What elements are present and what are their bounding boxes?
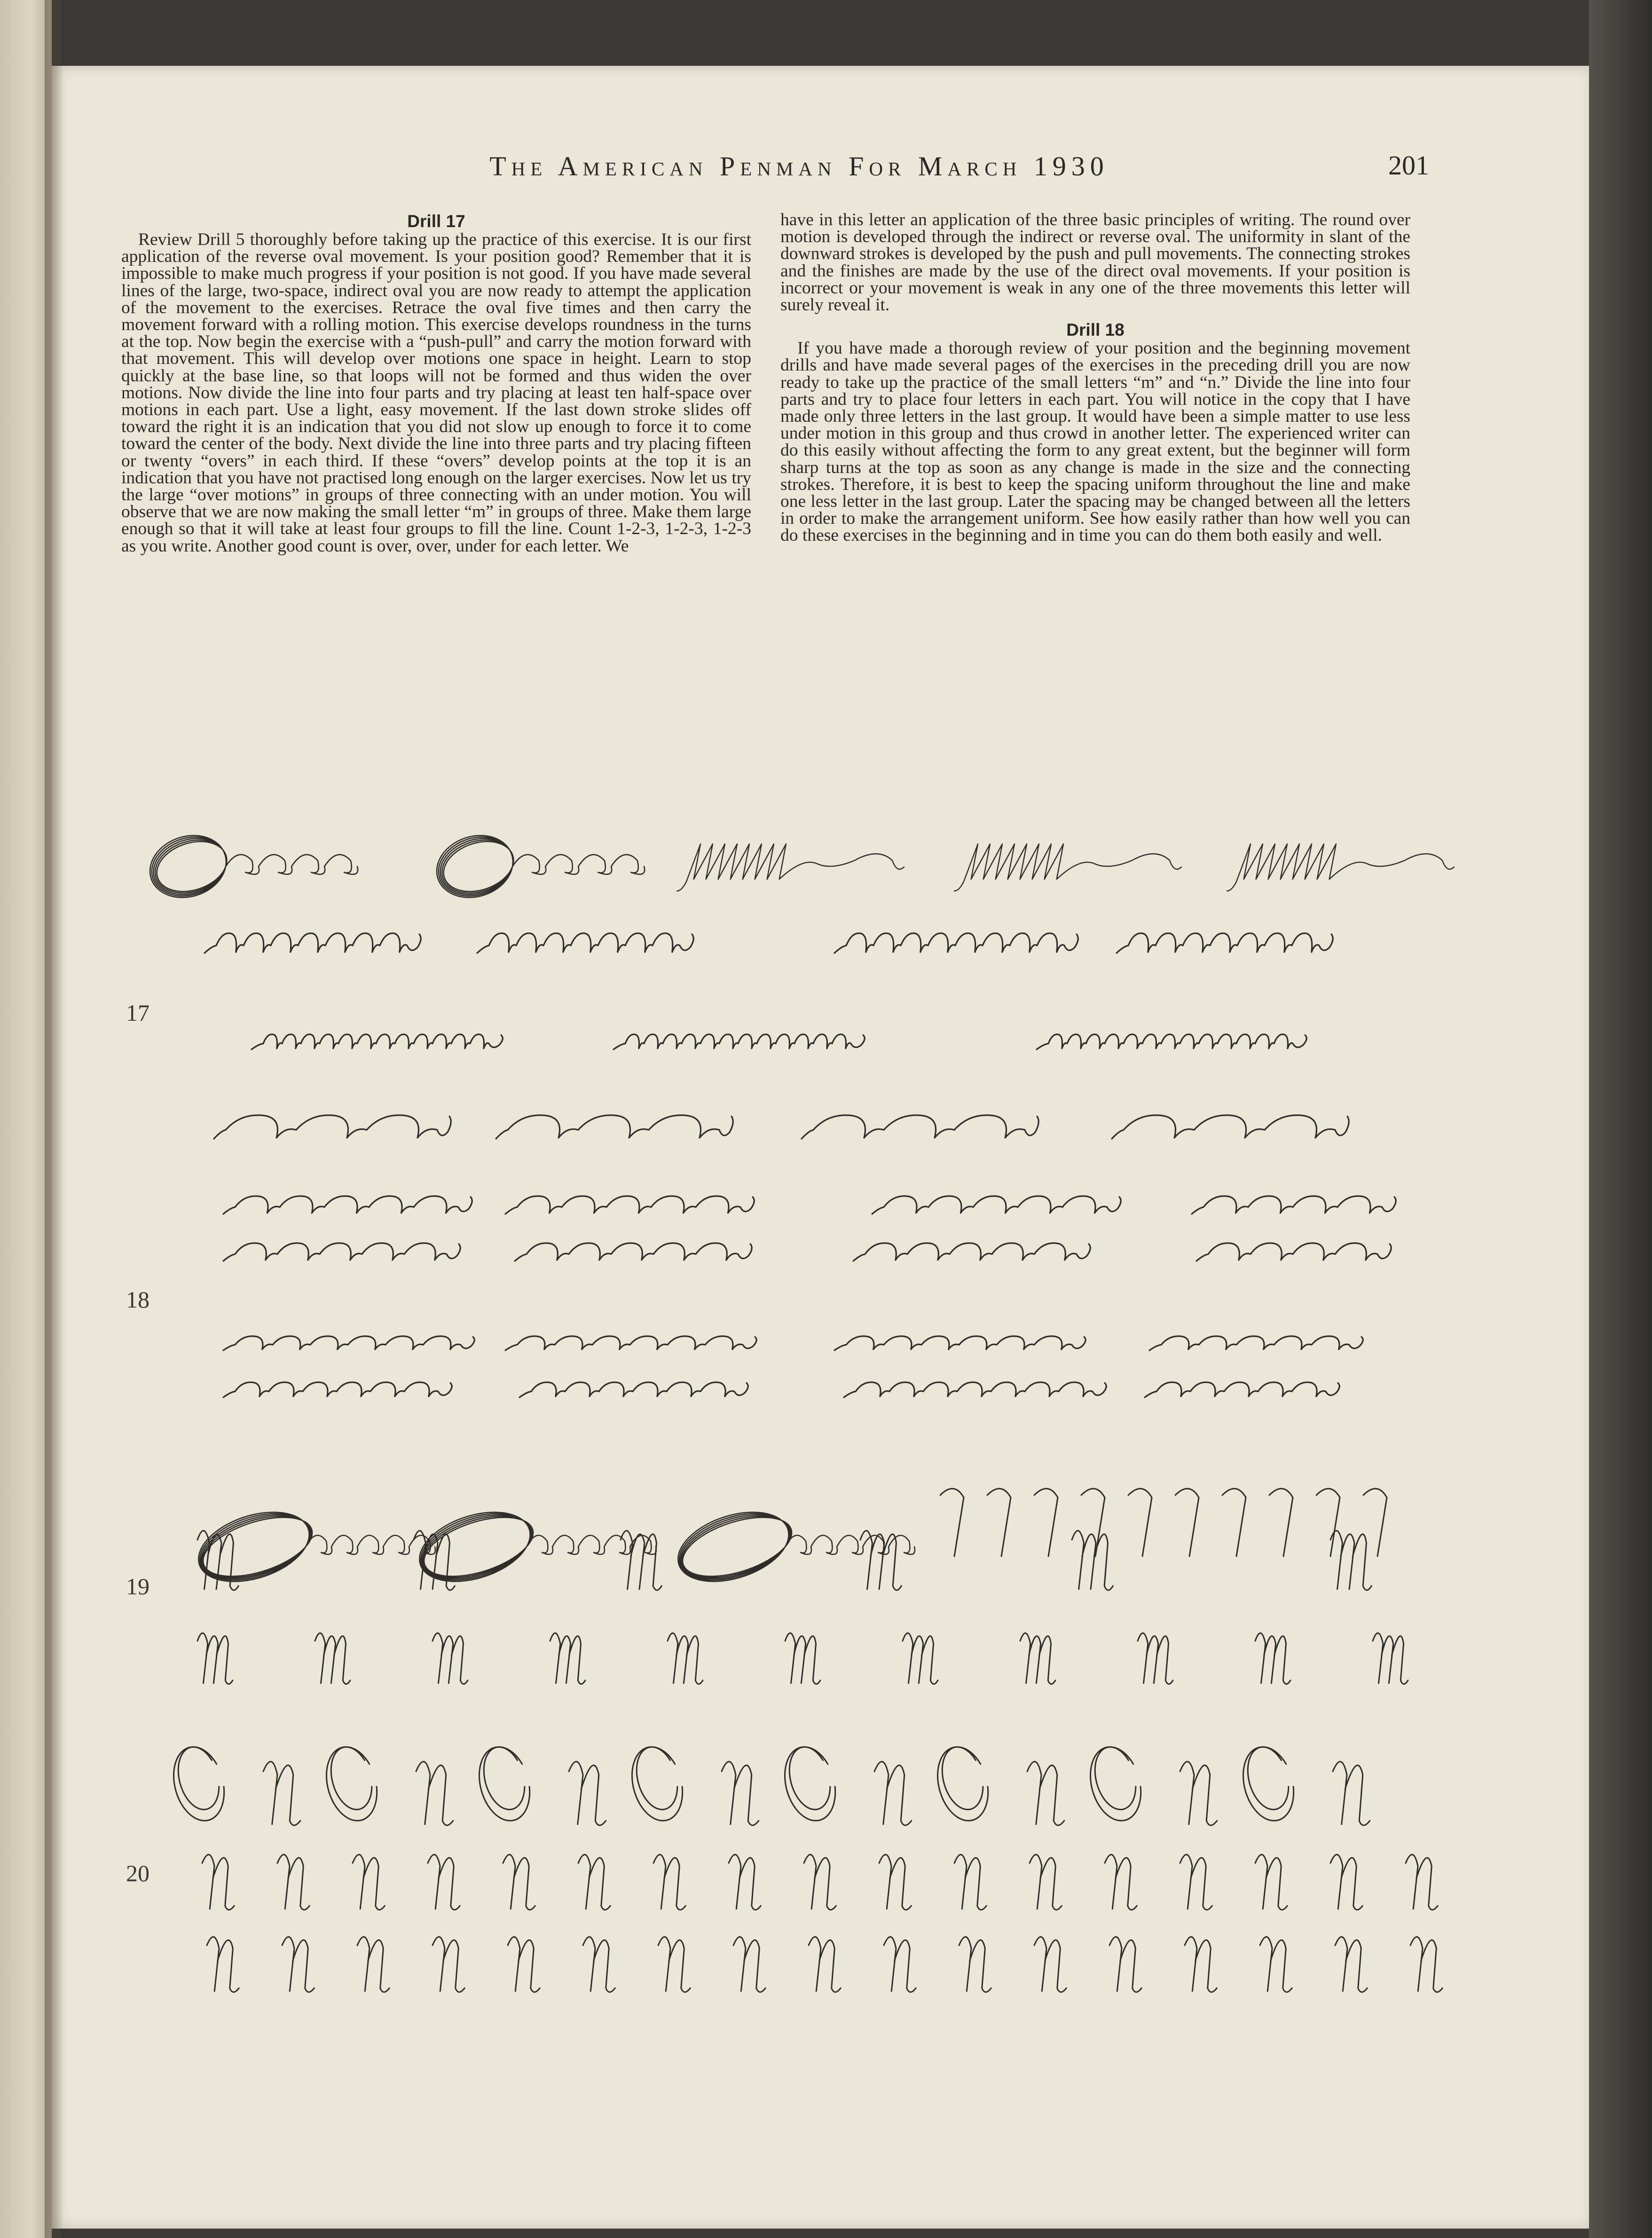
capital-n-row14-16 <box>1410 1937 1442 1992</box>
m-group-row6-0 <box>223 1243 460 1261</box>
capital-n-row13-6 <box>653 1855 685 1910</box>
over-motion-row2-0 <box>205 933 421 953</box>
n-group-row7-0 <box>223 1336 474 1350</box>
capital-n-row14-9 <box>884 1937 916 1992</box>
oval-exercise-1 <box>150 835 358 898</box>
oval-exercise-2 <box>437 835 645 898</box>
drill-number-20: 20 <box>126 1860 149 1886</box>
capital-m-row11-10 <box>1373 1633 1408 1684</box>
capital-n-row14-2 <box>357 1937 389 1992</box>
hook-stroke-5 <box>1175 1489 1199 1556</box>
capital-o-2 <box>479 1747 529 1821</box>
drill-number-19: 19 <box>126 1573 149 1600</box>
page-number: 201 <box>1388 150 1429 181</box>
capital-n-row14-8 <box>809 1937 841 1992</box>
capital-n-row13-9 <box>879 1855 911 1910</box>
capital-n-row14-15 <box>1335 1937 1367 1992</box>
over-motion-row3-2 <box>1037 1034 1306 1049</box>
running-head: The American Penman For March 1930 <box>489 151 1109 181</box>
capital-n-row13-3 <box>428 1855 460 1910</box>
m-group-row5-3 <box>1192 1196 1396 1214</box>
m-group-row4-1 <box>496 1115 733 1139</box>
capital-m-row11-8 <box>1138 1633 1173 1684</box>
over-motion-row2-3 <box>1117 933 1333 953</box>
capital-n-row14-13 <box>1185 1937 1217 1992</box>
capital-m-row11-4 <box>668 1633 703 1684</box>
n-group-row7-2 <box>834 1336 1086 1350</box>
capital-o-1 <box>326 1747 377 1821</box>
capital-n-row14-14 <box>1260 1937 1292 1992</box>
hook-stroke-6 <box>1222 1489 1246 1556</box>
m-group-row6-1 <box>515 1243 752 1261</box>
capital-n-row14-12 <box>1109 1937 1141 1992</box>
m-group-row4-3 <box>1112 1115 1349 1139</box>
capital-n-row14-1 <box>282 1937 314 1992</box>
drill-17-heading: Drill 17 <box>407 212 465 231</box>
capital-n-row14-6 <box>658 1937 690 1992</box>
capital-m-row11-1 <box>315 1633 350 1684</box>
drill-number-17: 17 <box>126 1000 149 1026</box>
capital-o-3 <box>632 1747 682 1821</box>
hook-stroke-4 <box>1128 1489 1152 1556</box>
capital-n-row12-5 <box>1027 1762 1064 1826</box>
capital-m-row11-9 <box>1255 1633 1290 1684</box>
push-pull-exercise-2 <box>954 844 1181 891</box>
drill-17-continuation: have in this letter an application of the three basic principles of writing. The round over motion is developed through the indirect or reverse oval. The uniformity in slant of the downward strokes is developed by the push and pull movements. The connecting strokes and the finishes are made by the use of the direct oval movements. If your position is incorrect or your movement is weak in any one of the three movements this letter will surely reveal it. <box>780 210 1410 315</box>
capital-n-row12-1 <box>416 1762 453 1826</box>
capital-n-row12-6 <box>1180 1762 1217 1826</box>
capital-m-row10-3 <box>860 1531 901 1590</box>
capital-n-row12-3 <box>722 1762 759 1826</box>
capital-m-row10-5 <box>1330 1531 1371 1590</box>
drill-18-heading: Drill 18 <box>1066 320 1125 340</box>
m-group-row5-2 <box>872 1196 1121 1214</box>
compound-oval-3 <box>678 1512 915 1581</box>
capital-n-row12-2 <box>569 1762 606 1826</box>
over-motion-row3-1 <box>614 1034 865 1049</box>
m-group-row4-0 <box>214 1115 451 1139</box>
n-group-row8-1 <box>519 1382 748 1397</box>
hook-stroke-8 <box>1316 1489 1340 1556</box>
capital-n-row13-15 <box>1330 1855 1362 1910</box>
push-pull-exercise-3 <box>1227 844 1454 891</box>
capital-n-row12-7 <box>1333 1762 1370 1826</box>
compound-oval-1 <box>198 1512 435 1581</box>
m-group-row5-1 <box>505 1196 754 1214</box>
capital-n-row13-11 <box>1030 1855 1062 1910</box>
capital-n-row14-4 <box>508 1937 540 1992</box>
over-motion-row3-0 <box>252 1034 503 1049</box>
capital-n-row13-1 <box>277 1855 309 1910</box>
hook-stroke-2 <box>1034 1489 1058 1556</box>
capital-n-row13-4 <box>503 1855 535 1910</box>
capital-m-row10-2 <box>621 1531 661 1590</box>
capital-o-0 <box>173 1747 224 1821</box>
n-group-row7-1 <box>505 1336 756 1350</box>
capital-n-row14-7 <box>733 1937 765 1992</box>
n-group-row8-0 <box>223 1382 452 1397</box>
capital-n-row13-0 <box>202 1855 234 1910</box>
capital-m-row10-4 <box>1072 1531 1113 1590</box>
capital-n-row14-3 <box>433 1937 464 1992</box>
capital-o-6 <box>1090 1747 1141 1821</box>
capital-n-row12-0 <box>263 1762 300 1826</box>
capital-m-row11-7 <box>1020 1633 1055 1684</box>
drill-number-18: 18 <box>126 1286 149 1313</box>
capital-m-row11-0 <box>197 1633 233 1684</box>
hook-stroke-1 <box>987 1489 1011 1556</box>
capital-n-row13-13 <box>1180 1855 1212 1910</box>
capital-n-row13-14 <box>1255 1855 1287 1910</box>
n-group-row8-3 <box>1145 1382 1339 1397</box>
capital-n-row13-5 <box>578 1855 610 1910</box>
n-group-row8-2 <box>844 1382 1106 1397</box>
hook-stroke-0 <box>940 1489 964 1556</box>
capital-o-4 <box>785 1747 835 1821</box>
over-motion-row2-1 <box>477 933 693 953</box>
capital-n-row12-4 <box>874 1762 912 1826</box>
over-motion-row2-2 <box>834 933 1078 953</box>
capital-n-row13-10 <box>954 1855 986 1910</box>
push-pull-exercise-1 <box>677 844 904 891</box>
capital-n-row13-16 <box>1406 1855 1438 1910</box>
capital-m-row11-6 <box>903 1633 938 1684</box>
capital-n-row14-11 <box>1034 1937 1066 1992</box>
capital-m-row11-2 <box>433 1633 468 1684</box>
m-group-row6-3 <box>1196 1243 1391 1261</box>
m-group-row5-0 <box>223 1196 472 1214</box>
capital-n-row13-8 <box>804 1855 836 1910</box>
capital-n-row13-7 <box>729 1855 761 1910</box>
capital-n-row14-5 <box>583 1937 615 1992</box>
capital-m-row11-5 <box>785 1633 820 1684</box>
m-group-row4-2 <box>802 1115 1038 1139</box>
m-group-row6-2 <box>853 1243 1090 1261</box>
drill-18-text: If you have made a thorough review of your position and the beginning movement drills and have made several pages of the exercises in the preceding drill you are now ready to take up the practice of the small letters “m” and “n.” Divide the line into four parts and try to place four letters in each part. You will notice in the copy that I have made only three letters in the last group. It would have been a simple matter to use less under motion in this group and thus crowd in another letter. The experienced writer can do this easily without affecting the form to any great extent, but the beginner will form sharp turns at the top as soon as any change is made in the size and the connecting strokes. Therefore, it is best to keep the spacing uniform throughout the line and make one less letter in the last group. Later the spacing may be changed between all the letters in order to make the arrangement uniform. See how easily rather than how well you can do these exercises in the beginning and in time you can do them both easily and well. <box>780 339 1410 545</box>
capital-n-row13-2 <box>353 1855 385 1910</box>
hook-stroke-7 <box>1269 1489 1293 1556</box>
compound-oval-2 <box>419 1512 656 1581</box>
capital-o-7 <box>1243 1747 1293 1821</box>
drill-17-text: Review Drill 5 thoroughly before taking up the practice of this exercise. It is our first application of the reverse oval movement. Is your position good? Remember that it is impossible to make much progress if your position is not good. If you have made several lines of the large, two-space, indirect oval you are now ready to attempt the application of the movement to the exercises. Retrace the oval five times and then carry the movement forward with a rolling motion. This exercise develops roundness in the turns at the top. Now begin the exercise with a “push-pull” and carry the motion forward with that movement. This will develop over motions one space in height. Learn to stop quickly at the base line, so that loops will not be formed and thus widen the over motions. Now divide the line into four parts and try placing at least ten half-space over motions in each part. Use a light, easy movement. If the last down stroke slides off toward the right it is an indication that you did not slow up enough to force it to come toward the center of the body. Next divide the line into three parts and try placing fifteen or twenty “overs” in each third. If these “overs” develop points at the top it is an indication that you have not practised long enough on the larger exercises. Now let us try the large “over motions” in groups of three connecting with an under motion. You will observe that we are now making the small letter “m” in groups of three. Make them large enough so that it will take at least four groups to fill the line. Count 1-2-3, 1-2-3, 1-2-3 as you write. Another good count is over, over, under for each letter. We <box>121 230 751 556</box>
n-group-row7-3 <box>1149 1336 1363 1350</box>
capital-o-5 <box>937 1747 988 1821</box>
capital-n-row14-10 <box>959 1937 991 1992</box>
capital-n-row13-12 <box>1105 1855 1137 1910</box>
capital-n-row14-0 <box>207 1937 239 1992</box>
hook-stroke-9 <box>1363 1489 1387 1556</box>
capital-m-row11-3 <box>550 1633 585 1684</box>
